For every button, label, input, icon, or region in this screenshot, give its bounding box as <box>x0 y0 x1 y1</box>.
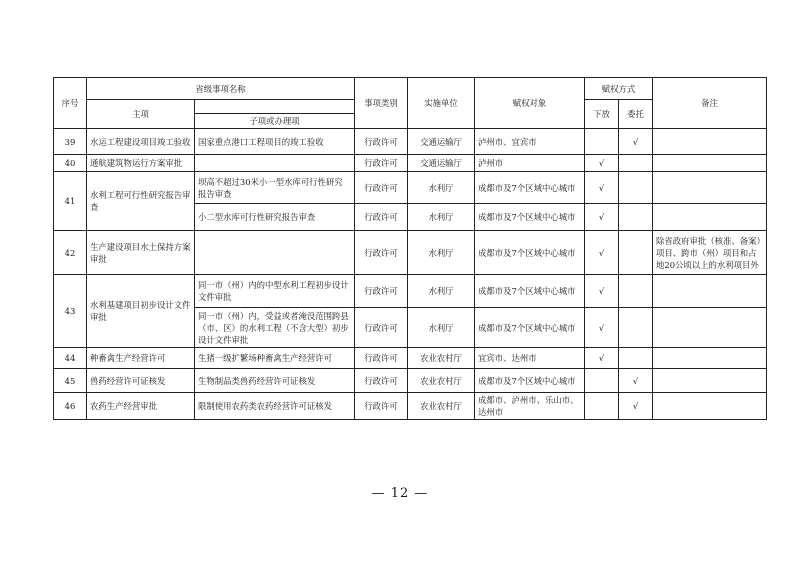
main-item-cell: 农药生产经营审批 <box>87 393 195 420</box>
row-number: 41 <box>54 172 87 231</box>
delegate-check-cell <box>585 369 619 393</box>
category-cell: 行政许可 <box>355 129 408 155</box>
delegate-check-cell: √ <box>585 231 619 275</box>
row-number: 40 <box>54 155 87 172</box>
table-row <box>54 275 767 308</box>
main-item-cell: 通航建筑物运行方案审批 <box>87 155 195 172</box>
header-sub-spacer <box>195 100 355 114</box>
entrust-check-cell: √ <box>619 129 653 155</box>
target-cell: 泸州市 <box>475 155 585 172</box>
target-cell: 成都市及7个区域中心城市 <box>475 308 585 348</box>
remark-cell <box>653 129 767 155</box>
main-item-cell: 种畜禽生产经营许可 <box>87 348 195 369</box>
row-number: 43 <box>54 275 87 348</box>
entrust-check-cell <box>619 204 653 231</box>
delegate-check-cell: √ <box>585 204 619 231</box>
main-item-cell: 兽药经营许可证核发 <box>87 369 195 393</box>
approval-table <box>53 77 767 420</box>
entrust-check-cell <box>619 231 653 275</box>
header-sub-item: 子项或办理项 <box>195 114 355 129</box>
category-cell: 行政许可 <box>355 348 408 369</box>
category-cell: 行政许可 <box>355 369 408 393</box>
entrust-check-cell: √ <box>619 393 653 420</box>
unit-cell: 农业农村厅 <box>408 393 475 420</box>
header-seq: 序号 <box>54 78 87 129</box>
unit-cell: 水利厅 <box>408 275 475 308</box>
row-number: 39 <box>54 129 87 155</box>
table-body <box>54 129 767 420</box>
remark-cell <box>653 393 767 420</box>
page-number: — 12 — <box>371 486 429 501</box>
entrust-check-cell <box>619 155 653 172</box>
sub-item-cell: 生物制品类兽药经营许可证核发 <box>195 369 355 393</box>
sub-item-cell: 限制使用农药类农药经营许可证核发 <box>195 393 355 420</box>
row-number: 42 <box>54 231 87 275</box>
unit-cell: 交通运输厅 <box>408 155 475 172</box>
sub-item-cell: 国家重点港口工程项目的竣工验收 <box>195 129 355 155</box>
main-item-cell: 水利工程可行性研究报告审查 <box>87 172 195 231</box>
main-item-cell: 生产建设项目水土保持方案审批 <box>87 231 195 275</box>
header-remark: 备注 <box>653 78 767 129</box>
row-number: 46 <box>54 393 87 420</box>
target-cell: 成都市及7个区域中心城市 <box>475 369 585 393</box>
header-item-name: 省级事项名称 <box>87 78 355 100</box>
category-cell: 行政许可 <box>355 393 408 420</box>
header-unit: 实施单位 <box>408 78 475 129</box>
unit-cell: 水利厅 <box>408 231 475 275</box>
main-item-cell: 水利基建项目初步设计文件审批 <box>87 275 195 348</box>
remark-cell: 除省政府审批（核准、备案）项目、跨市（州）项目和占地20公顷以上的水利项目外 <box>653 231 767 275</box>
entrust-check-cell <box>619 172 653 204</box>
sub-item-cell <box>195 231 355 275</box>
target-cell: 成都市、泸州市、乐山市、达州市 <box>475 393 585 420</box>
category-cell: 行政许可 <box>355 155 408 172</box>
header-main-item: 主项 <box>87 100 195 129</box>
unit-cell: 农业农村厅 <box>408 348 475 369</box>
category-cell: 行政许可 <box>355 204 408 231</box>
header-category: 事项类别 <box>355 78 408 129</box>
sub-item-cell: 同一市（州）内的中型水利工程初步设计文件审批 <box>195 275 355 308</box>
remark-cell <box>653 155 767 172</box>
delegate-check-cell: √ <box>585 155 619 172</box>
header-method: 赋权方式 <box>585 78 653 100</box>
delegate-check-cell <box>585 129 619 155</box>
category-cell: 行政许可 <box>355 231 408 275</box>
table-row <box>54 231 767 275</box>
main-item-cell: 水运工程建设项目竣工验收 <box>87 129 195 155</box>
remark-cell <box>653 369 767 393</box>
delegate-check-cell <box>585 393 619 420</box>
remark-cell <box>653 204 767 231</box>
remark-cell <box>653 275 767 308</box>
sub-item-cell: 同一市（州）内，受益或者淹没范围跨县（市、区）的水利工程（不含大型）初步设计文件审批 <box>195 308 355 348</box>
sub-item-cell: 坝高不超过30米小一型水库可行性研究报告审查 <box>195 172 355 204</box>
entrust-check-cell <box>619 348 653 369</box>
remark-cell <box>653 348 767 369</box>
unit-cell: 农业农村厅 <box>408 369 475 393</box>
header-target: 赋权对象 <box>475 78 585 129</box>
target-cell: 成都市及7个区域中心城市 <box>475 172 585 204</box>
target-cell: 成都市及7个区域中心城市 <box>475 231 585 275</box>
delegate-check-cell: √ <box>585 348 619 369</box>
target-cell: 宜宾市、达州市 <box>475 348 585 369</box>
category-cell: 行政许可 <box>355 275 408 308</box>
remark-cell <box>653 308 767 348</box>
unit-cell: 水利厅 <box>408 172 475 204</box>
row-number: 44 <box>54 348 87 369</box>
entrust-check-cell <box>619 275 653 308</box>
table-row <box>54 129 767 155</box>
sub-item-cell: 小二型水库可行性研究报告审查 <box>195 204 355 231</box>
row-number: 45 <box>54 369 87 393</box>
category-cell: 行政许可 <box>355 308 408 348</box>
sub-item-cell <box>195 155 355 172</box>
header-entrust: 委托 <box>619 100 653 129</box>
unit-cell: 水利厅 <box>408 308 475 348</box>
target-cell: 成都市及7个区域中心城市 <box>475 275 585 308</box>
sub-item-cell: 生猪一级扩繁场种畜禽生产经营许可 <box>195 348 355 369</box>
table-row <box>54 393 767 420</box>
target-cell: 泸州市、宜宾市 <box>475 129 585 155</box>
unit-cell: 交通运输厅 <box>408 129 475 155</box>
unit-cell: 水利厅 <box>408 204 475 231</box>
target-cell: 成都市及7个区域中心城市 <box>475 204 585 231</box>
delegate-check-cell: √ <box>585 172 619 204</box>
entrust-check-cell <box>619 308 653 348</box>
delegate-check-cell: √ <box>585 275 619 308</box>
category-cell: 行政许可 <box>355 172 408 204</box>
remark-cell <box>653 172 767 204</box>
table-row <box>54 369 767 393</box>
delegate-check-cell: √ <box>585 308 619 348</box>
table-row <box>54 172 767 204</box>
entrust-check-cell: √ <box>619 369 653 393</box>
table-row <box>54 155 767 172</box>
header-delegate: 下放 <box>585 100 619 129</box>
table-row <box>54 348 767 369</box>
